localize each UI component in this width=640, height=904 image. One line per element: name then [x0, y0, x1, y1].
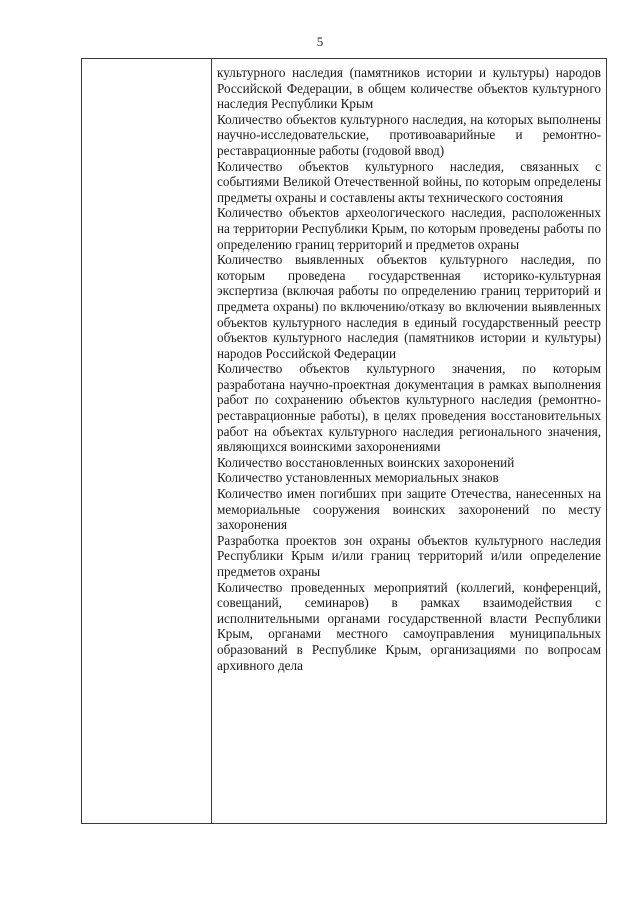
indicator-entry: Количество установленных мемориальных знаков [217, 470, 499, 486]
table-right-cell [217, 65, 601, 673]
indicator-entry: Количество объектов культурного наследия, на которых выполнены научно-исследовательские, противоаварийные и ремонтно-реставрационные работы (годовой ввод) [217, 111, 601, 158]
indicator-entry: Количество проведенных мероприятий (коллегий, конференций, совещаний, семинаров) в рамках взаимодействия с исполнительными органами государственной власти Республики Крым, органами местного самоуправления муниципальных образований в Республике Крым, организациями по вопросам архивного дела [217, 579, 601, 673]
indicator-entry: Количество восстановленных воинских захоронений [217, 454, 515, 470]
table-left-cell [82, 59, 211, 823]
page-number: 5 [316, 34, 324, 49]
indicator-entry: Разработка проектов зон охраны объектов культурного наследия Республики Крым и/или границ территорий и/или определение предметов охраны [217, 532, 601, 579]
indicator-entry: культурного наследия (памятников истории и культуры) народов Российской Федерации, в общем количестве объектов культурного наследия Республики Крым [217, 65, 601, 112]
indicator-entry: Количество объектов культурного наследия, связанных с событиями Великой Отечественной войны, по которым определены предметы охраны и составлены акты технического состояния [217, 158, 601, 205]
indicator-table [81, 58, 607, 824]
column-divider [211, 59, 212, 823]
indicator-entry: Количество выявленных объектов культурного наследия, по которым проведена государственная историко-культурная экспертиза (включая работы по определению границ территорий и предмета охраны) по включению/отказу во включении выявленных объектов культурного наследия в единый государственный реестр объектов культурного наследия (памятников истории и культуры) народов Российской Федерации [217, 252, 601, 361]
indicator-entry: Количество имен погибших при защите Отечества, нанесенных на мемориальные сооружения воинских захоронений по месту захоронения [217, 486, 601, 533]
indicator-entry: Количество объектов археологического наследия, расположенных на территории Республики Крым, по которым проведены работы по определению границ территорий и предметов охраны [217, 205, 601, 252]
indicator-entry: Количество объектов культурного значения, по которым разработана научно-проектная документация в рамках выполнения работ по сохранению объектов культурного наследия (ремонтно-реставрационные работы), в целях проведения восстановительных работ на объектах культурного наследия регионального значения, являющихся воинскими захоронениями [217, 361, 601, 455]
